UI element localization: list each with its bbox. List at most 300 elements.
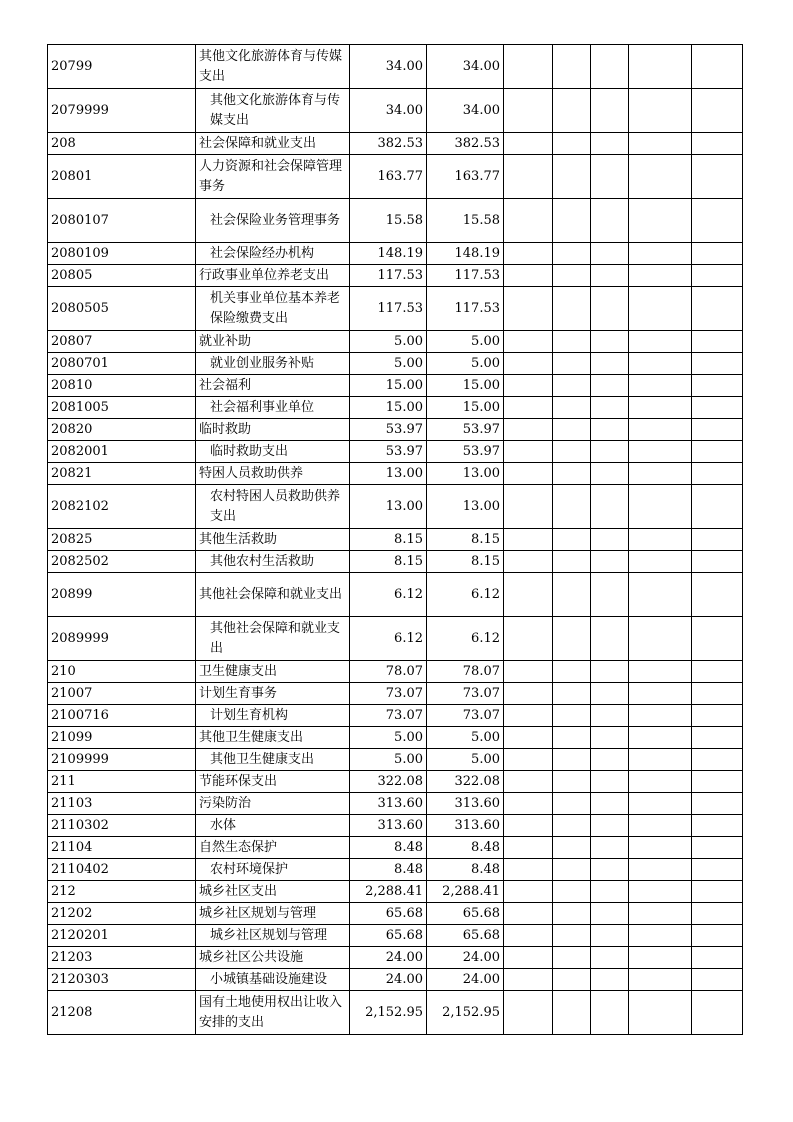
empty-cell (553, 397, 591, 419)
empty-cell (553, 617, 591, 661)
empty-cell (692, 947, 743, 969)
account-name-cell: 农村环境保护 (196, 859, 350, 881)
basic-expenditure-cell: 8.48 (427, 837, 504, 859)
account-code-cell: 20899 (48, 573, 196, 617)
empty-cell (629, 331, 692, 353)
table-row (48, 375, 743, 397)
account-name-cell: 城乡社区支出 (196, 881, 350, 903)
empty-cell (629, 89, 692, 133)
empty-cell (591, 617, 629, 661)
table-row (48, 573, 743, 617)
empty-cell (629, 771, 692, 793)
table-row (48, 617, 743, 661)
empty-cell (629, 463, 692, 485)
account-name-cell: 计划生育机构 (196, 705, 350, 727)
empty-cell (504, 947, 553, 969)
account-code-cell: 21208 (48, 991, 196, 1035)
total-amount-cell: 5.00 (350, 749, 427, 771)
account-code-cell: 2120201 (48, 925, 196, 947)
account-code-cell: 21104 (48, 837, 196, 859)
empty-cell (629, 881, 692, 903)
empty-cell (692, 243, 743, 265)
empty-cell (504, 419, 553, 441)
empty-cell (553, 991, 591, 1035)
empty-cell (629, 529, 692, 551)
empty-cell (553, 529, 591, 551)
basic-expenditure-cell: 8.15 (427, 551, 504, 573)
total-amount-cell: 5.00 (350, 353, 427, 375)
account-code-cell: 2080107 (48, 199, 196, 243)
account-code-cell: 20820 (48, 419, 196, 441)
empty-cell (591, 551, 629, 573)
empty-cell (692, 375, 743, 397)
empty-cell (591, 287, 629, 331)
empty-cell (591, 991, 629, 1035)
empty-cell (692, 903, 743, 925)
total-amount-cell: 13.00 (350, 485, 427, 529)
total-amount-cell: 163.77 (350, 155, 427, 199)
empty-cell (629, 617, 692, 661)
account-name-cell: 其他卫生健康支出 (196, 749, 350, 771)
basic-expenditure-cell: 13.00 (427, 463, 504, 485)
account-code-cell: 2080109 (48, 243, 196, 265)
basic-expenditure-cell: 5.00 (427, 331, 504, 353)
empty-cell (553, 947, 591, 969)
empty-cell (629, 727, 692, 749)
empty-cell (504, 45, 553, 89)
table-row (48, 419, 743, 441)
account-name-cell: 国有土地使用权出让收入安排的支出 (196, 991, 350, 1035)
empty-cell (504, 727, 553, 749)
empty-cell (591, 133, 629, 155)
empty-cell (629, 397, 692, 419)
total-amount-cell: 8.48 (350, 837, 427, 859)
total-amount-cell: 53.97 (350, 419, 427, 441)
basic-expenditure-cell: 322.08 (427, 771, 504, 793)
empty-cell (553, 727, 591, 749)
empty-cell (692, 969, 743, 991)
empty-cell (504, 155, 553, 199)
empty-cell (553, 749, 591, 771)
basic-expenditure-cell: 15.00 (427, 397, 504, 419)
empty-cell (591, 155, 629, 199)
account-name-cell: 社会保险业务管理事务 (196, 199, 350, 243)
empty-cell (629, 815, 692, 837)
basic-expenditure-cell: 2,288.41 (427, 881, 504, 903)
empty-cell (553, 287, 591, 331)
empty-cell (591, 243, 629, 265)
empty-cell (591, 925, 629, 947)
table-row (48, 397, 743, 419)
total-amount-cell: 65.68 (350, 903, 427, 925)
empty-cell (591, 353, 629, 375)
empty-cell (504, 705, 553, 727)
empty-cell (629, 925, 692, 947)
empty-cell (504, 969, 553, 991)
total-amount-cell: 65.68 (350, 925, 427, 947)
empty-cell (629, 991, 692, 1035)
empty-cell (504, 265, 553, 287)
empty-cell (629, 265, 692, 287)
empty-cell (591, 419, 629, 441)
empty-cell (553, 485, 591, 529)
table-row (48, 265, 743, 287)
account-code-cell: 20825 (48, 529, 196, 551)
empty-cell (504, 837, 553, 859)
total-amount-cell: 148.19 (350, 243, 427, 265)
empty-cell (692, 331, 743, 353)
empty-cell (629, 199, 692, 243)
empty-cell (692, 485, 743, 529)
total-amount-cell: 24.00 (350, 947, 427, 969)
empty-cell (591, 661, 629, 683)
empty-cell (692, 397, 743, 419)
empty-cell (504, 573, 553, 617)
empty-cell (629, 947, 692, 969)
empty-cell (504, 771, 553, 793)
empty-cell (553, 155, 591, 199)
total-amount-cell: 34.00 (350, 89, 427, 133)
account-name-cell: 社会保险经办机构 (196, 243, 350, 265)
account-name-cell: 其他文化旅游体育与传媒支出 (196, 45, 350, 89)
account-code-cell: 2120303 (48, 969, 196, 991)
empty-cell (692, 683, 743, 705)
empty-cell (629, 705, 692, 727)
basic-expenditure-cell: 6.12 (427, 617, 504, 661)
account-name-cell: 其他社会保障和就业支出 (196, 573, 350, 617)
empty-cell (591, 529, 629, 551)
empty-cell (553, 815, 591, 837)
empty-cell (629, 661, 692, 683)
empty-cell (692, 793, 743, 815)
empty-cell (553, 133, 591, 155)
account-name-cell: 其他生活救助 (196, 529, 350, 551)
empty-cell (553, 683, 591, 705)
account-name-cell: 自然生态保护 (196, 837, 350, 859)
account-code-cell: 2110302 (48, 815, 196, 837)
account-name-cell: 小城镇基础设施建设 (196, 969, 350, 991)
empty-cell (692, 991, 743, 1035)
account-code-cell: 2080505 (48, 287, 196, 331)
empty-cell (692, 463, 743, 485)
total-amount-cell: 5.00 (350, 331, 427, 353)
empty-cell (591, 573, 629, 617)
table-row (48, 45, 743, 89)
empty-cell (553, 551, 591, 573)
empty-cell (629, 793, 692, 815)
empty-cell (553, 331, 591, 353)
account-code-cell: 2079999 (48, 89, 196, 133)
account-code-cell: 2100716 (48, 705, 196, 727)
table-row (48, 969, 743, 991)
basic-expenditure-cell: 163.77 (427, 155, 504, 199)
empty-cell (629, 419, 692, 441)
total-amount-cell: 382.53 (350, 133, 427, 155)
account-code-cell: 2082502 (48, 551, 196, 573)
basic-expenditure-cell: 73.07 (427, 705, 504, 727)
basic-expenditure-cell: 15.58 (427, 199, 504, 243)
account-code-cell: 2081005 (48, 397, 196, 419)
empty-cell (692, 771, 743, 793)
account-code-cell: 20807 (48, 331, 196, 353)
empty-cell (591, 89, 629, 133)
empty-cell (553, 881, 591, 903)
empty-cell (504, 331, 553, 353)
basic-expenditure-cell: 382.53 (427, 133, 504, 155)
empty-cell (553, 419, 591, 441)
account-name-cell: 特困人员救助供养 (196, 463, 350, 485)
empty-cell (591, 331, 629, 353)
account-code-cell: 2082102 (48, 485, 196, 529)
table-row (48, 925, 743, 947)
basic-expenditure-cell: 117.53 (427, 287, 504, 331)
account-code-cell: 2109999 (48, 749, 196, 771)
empty-cell (629, 375, 692, 397)
table-row (48, 771, 743, 793)
table-row (48, 485, 743, 529)
total-amount-cell: 2,152.95 (350, 991, 427, 1035)
empty-cell (553, 661, 591, 683)
table-row (48, 749, 743, 771)
empty-cell (629, 287, 692, 331)
account-name-cell: 节能环保支出 (196, 771, 350, 793)
empty-cell (692, 265, 743, 287)
empty-cell (504, 661, 553, 683)
empty-cell (553, 859, 591, 881)
empty-cell (504, 441, 553, 463)
account-code-cell: 212 (48, 881, 196, 903)
empty-cell (504, 793, 553, 815)
account-name-cell: 水体 (196, 815, 350, 837)
account-code-cell: 20810 (48, 375, 196, 397)
table-row (48, 683, 743, 705)
empty-cell (591, 705, 629, 727)
empty-cell (629, 749, 692, 771)
table-row (48, 903, 743, 925)
empty-cell (553, 89, 591, 133)
empty-cell (504, 529, 553, 551)
empty-cell (504, 353, 553, 375)
empty-cell (504, 617, 553, 661)
empty-cell (504, 397, 553, 419)
basic-expenditure-cell: 5.00 (427, 353, 504, 375)
empty-cell (591, 265, 629, 287)
empty-cell (504, 133, 553, 155)
empty-cell (504, 243, 553, 265)
account-code-cell: 20801 (48, 155, 196, 199)
empty-cell (553, 771, 591, 793)
total-amount-cell: 53.97 (350, 441, 427, 463)
total-amount-cell: 8.48 (350, 859, 427, 881)
empty-cell (504, 551, 553, 573)
account-code-cell: 211 (48, 771, 196, 793)
table-row (48, 551, 743, 573)
account-code-cell: 20799 (48, 45, 196, 89)
account-name-cell: 城乡社区规划与管理 (196, 903, 350, 925)
empty-cell (591, 815, 629, 837)
empty-cell (591, 903, 629, 925)
empty-cell (692, 573, 743, 617)
empty-cell (591, 485, 629, 529)
empty-cell (553, 265, 591, 287)
total-amount-cell: 15.58 (350, 199, 427, 243)
table-row (48, 859, 743, 881)
empty-cell (504, 683, 553, 705)
empty-cell (692, 815, 743, 837)
account-name-cell: 其他农村生活救助 (196, 551, 350, 573)
table-row (48, 793, 743, 815)
account-name-cell: 社会福利 (196, 375, 350, 397)
table-row (48, 463, 743, 485)
empty-cell (692, 287, 743, 331)
empty-cell (591, 859, 629, 881)
basic-expenditure-cell: 34.00 (427, 89, 504, 133)
empty-cell (553, 243, 591, 265)
empty-cell (553, 45, 591, 89)
total-amount-cell: 8.15 (350, 529, 427, 551)
basic-expenditure-cell: 78.07 (427, 661, 504, 683)
account-name-cell: 临时救助支出 (196, 441, 350, 463)
empty-cell (692, 45, 743, 89)
empty-cell (591, 881, 629, 903)
empty-cell (692, 705, 743, 727)
account-name-cell: 城乡社区规划与管理 (196, 925, 350, 947)
total-amount-cell: 73.07 (350, 705, 427, 727)
table-row (48, 815, 743, 837)
table-row (48, 89, 743, 133)
account-code-cell: 210 (48, 661, 196, 683)
empty-cell (504, 89, 553, 133)
basic-expenditure-cell: 313.60 (427, 793, 504, 815)
empty-cell (692, 925, 743, 947)
total-amount-cell: 15.00 (350, 375, 427, 397)
basic-expenditure-cell: 313.60 (427, 815, 504, 837)
empty-cell (692, 199, 743, 243)
basic-expenditure-cell: 6.12 (427, 573, 504, 617)
empty-cell (591, 441, 629, 463)
empty-cell (504, 881, 553, 903)
budget-table (47, 44, 743, 1035)
basic-expenditure-cell: 65.68 (427, 903, 504, 925)
empty-cell (629, 837, 692, 859)
account-name-cell: 污染防治 (196, 793, 350, 815)
empty-cell (629, 45, 692, 89)
empty-cell (504, 859, 553, 881)
empty-cell (553, 199, 591, 243)
basic-expenditure-cell: 53.97 (427, 441, 504, 463)
empty-cell (591, 463, 629, 485)
empty-cell (591, 947, 629, 969)
empty-cell (591, 837, 629, 859)
basic-expenditure-cell: 8.48 (427, 859, 504, 881)
total-amount-cell: 13.00 (350, 463, 427, 485)
table-row (48, 441, 743, 463)
account-name-cell: 城乡社区公共设施 (196, 947, 350, 969)
empty-cell (504, 903, 553, 925)
empty-cell (629, 859, 692, 881)
total-amount-cell: 117.53 (350, 287, 427, 331)
account-name-cell: 卫生健康支出 (196, 661, 350, 683)
empty-cell (692, 529, 743, 551)
total-amount-cell: 24.00 (350, 969, 427, 991)
account-name-cell: 临时救助 (196, 419, 350, 441)
empty-cell (629, 243, 692, 265)
empty-cell (692, 551, 743, 573)
empty-cell (692, 353, 743, 375)
empty-cell (692, 859, 743, 881)
empty-cell (504, 749, 553, 771)
account-name-cell: 社会福利事业单位 (196, 397, 350, 419)
table-row (48, 287, 743, 331)
table-row (48, 947, 743, 969)
empty-cell (504, 199, 553, 243)
empty-cell (692, 441, 743, 463)
empty-cell (553, 573, 591, 617)
total-amount-cell: 8.15 (350, 551, 427, 573)
empty-cell (629, 133, 692, 155)
table-row (48, 155, 743, 199)
table-row (48, 243, 743, 265)
table-row (48, 529, 743, 551)
empty-cell (553, 353, 591, 375)
account-name-cell: 其他文化旅游体育与传媒支出 (196, 89, 350, 133)
empty-cell (629, 441, 692, 463)
empty-cell (591, 375, 629, 397)
table-row (48, 881, 743, 903)
empty-cell (692, 749, 743, 771)
empty-cell (504, 925, 553, 947)
table-row (48, 133, 743, 155)
total-amount-cell: 5.00 (350, 727, 427, 749)
account-code-cell: 2089999 (48, 617, 196, 661)
account-code-cell: 21202 (48, 903, 196, 925)
empty-cell (591, 199, 629, 243)
empty-cell (692, 419, 743, 441)
table-row (48, 837, 743, 859)
basic-expenditure-cell: 73.07 (427, 683, 504, 705)
empty-cell (553, 837, 591, 859)
account-code-cell: 2080701 (48, 353, 196, 375)
empty-cell (553, 441, 591, 463)
account-code-cell: 208 (48, 133, 196, 155)
basic-expenditure-cell: 2,152.95 (427, 991, 504, 1035)
account-code-cell: 21103 (48, 793, 196, 815)
empty-cell (591, 969, 629, 991)
account-code-cell: 2110402 (48, 859, 196, 881)
empty-cell (629, 683, 692, 705)
account-code-cell: 20805 (48, 265, 196, 287)
empty-cell (692, 155, 743, 199)
empty-cell (504, 287, 553, 331)
empty-cell (553, 903, 591, 925)
empty-cell (553, 925, 591, 947)
total-amount-cell: 6.12 (350, 573, 427, 617)
empty-cell (629, 969, 692, 991)
empty-cell (692, 837, 743, 859)
account-name-cell: 社会保障和就业支出 (196, 133, 350, 155)
table-row (48, 991, 743, 1035)
total-amount-cell: 322.08 (350, 771, 427, 793)
empty-cell (629, 903, 692, 925)
account-name-cell: 人力资源和社会保障管理事务 (196, 155, 350, 199)
account-name-cell: 计划生育事务 (196, 683, 350, 705)
table-row (48, 331, 743, 353)
empty-cell (692, 727, 743, 749)
empty-cell (629, 353, 692, 375)
empty-cell (591, 793, 629, 815)
basic-expenditure-cell: 65.68 (427, 925, 504, 947)
basic-expenditure-cell: 34.00 (427, 45, 504, 89)
